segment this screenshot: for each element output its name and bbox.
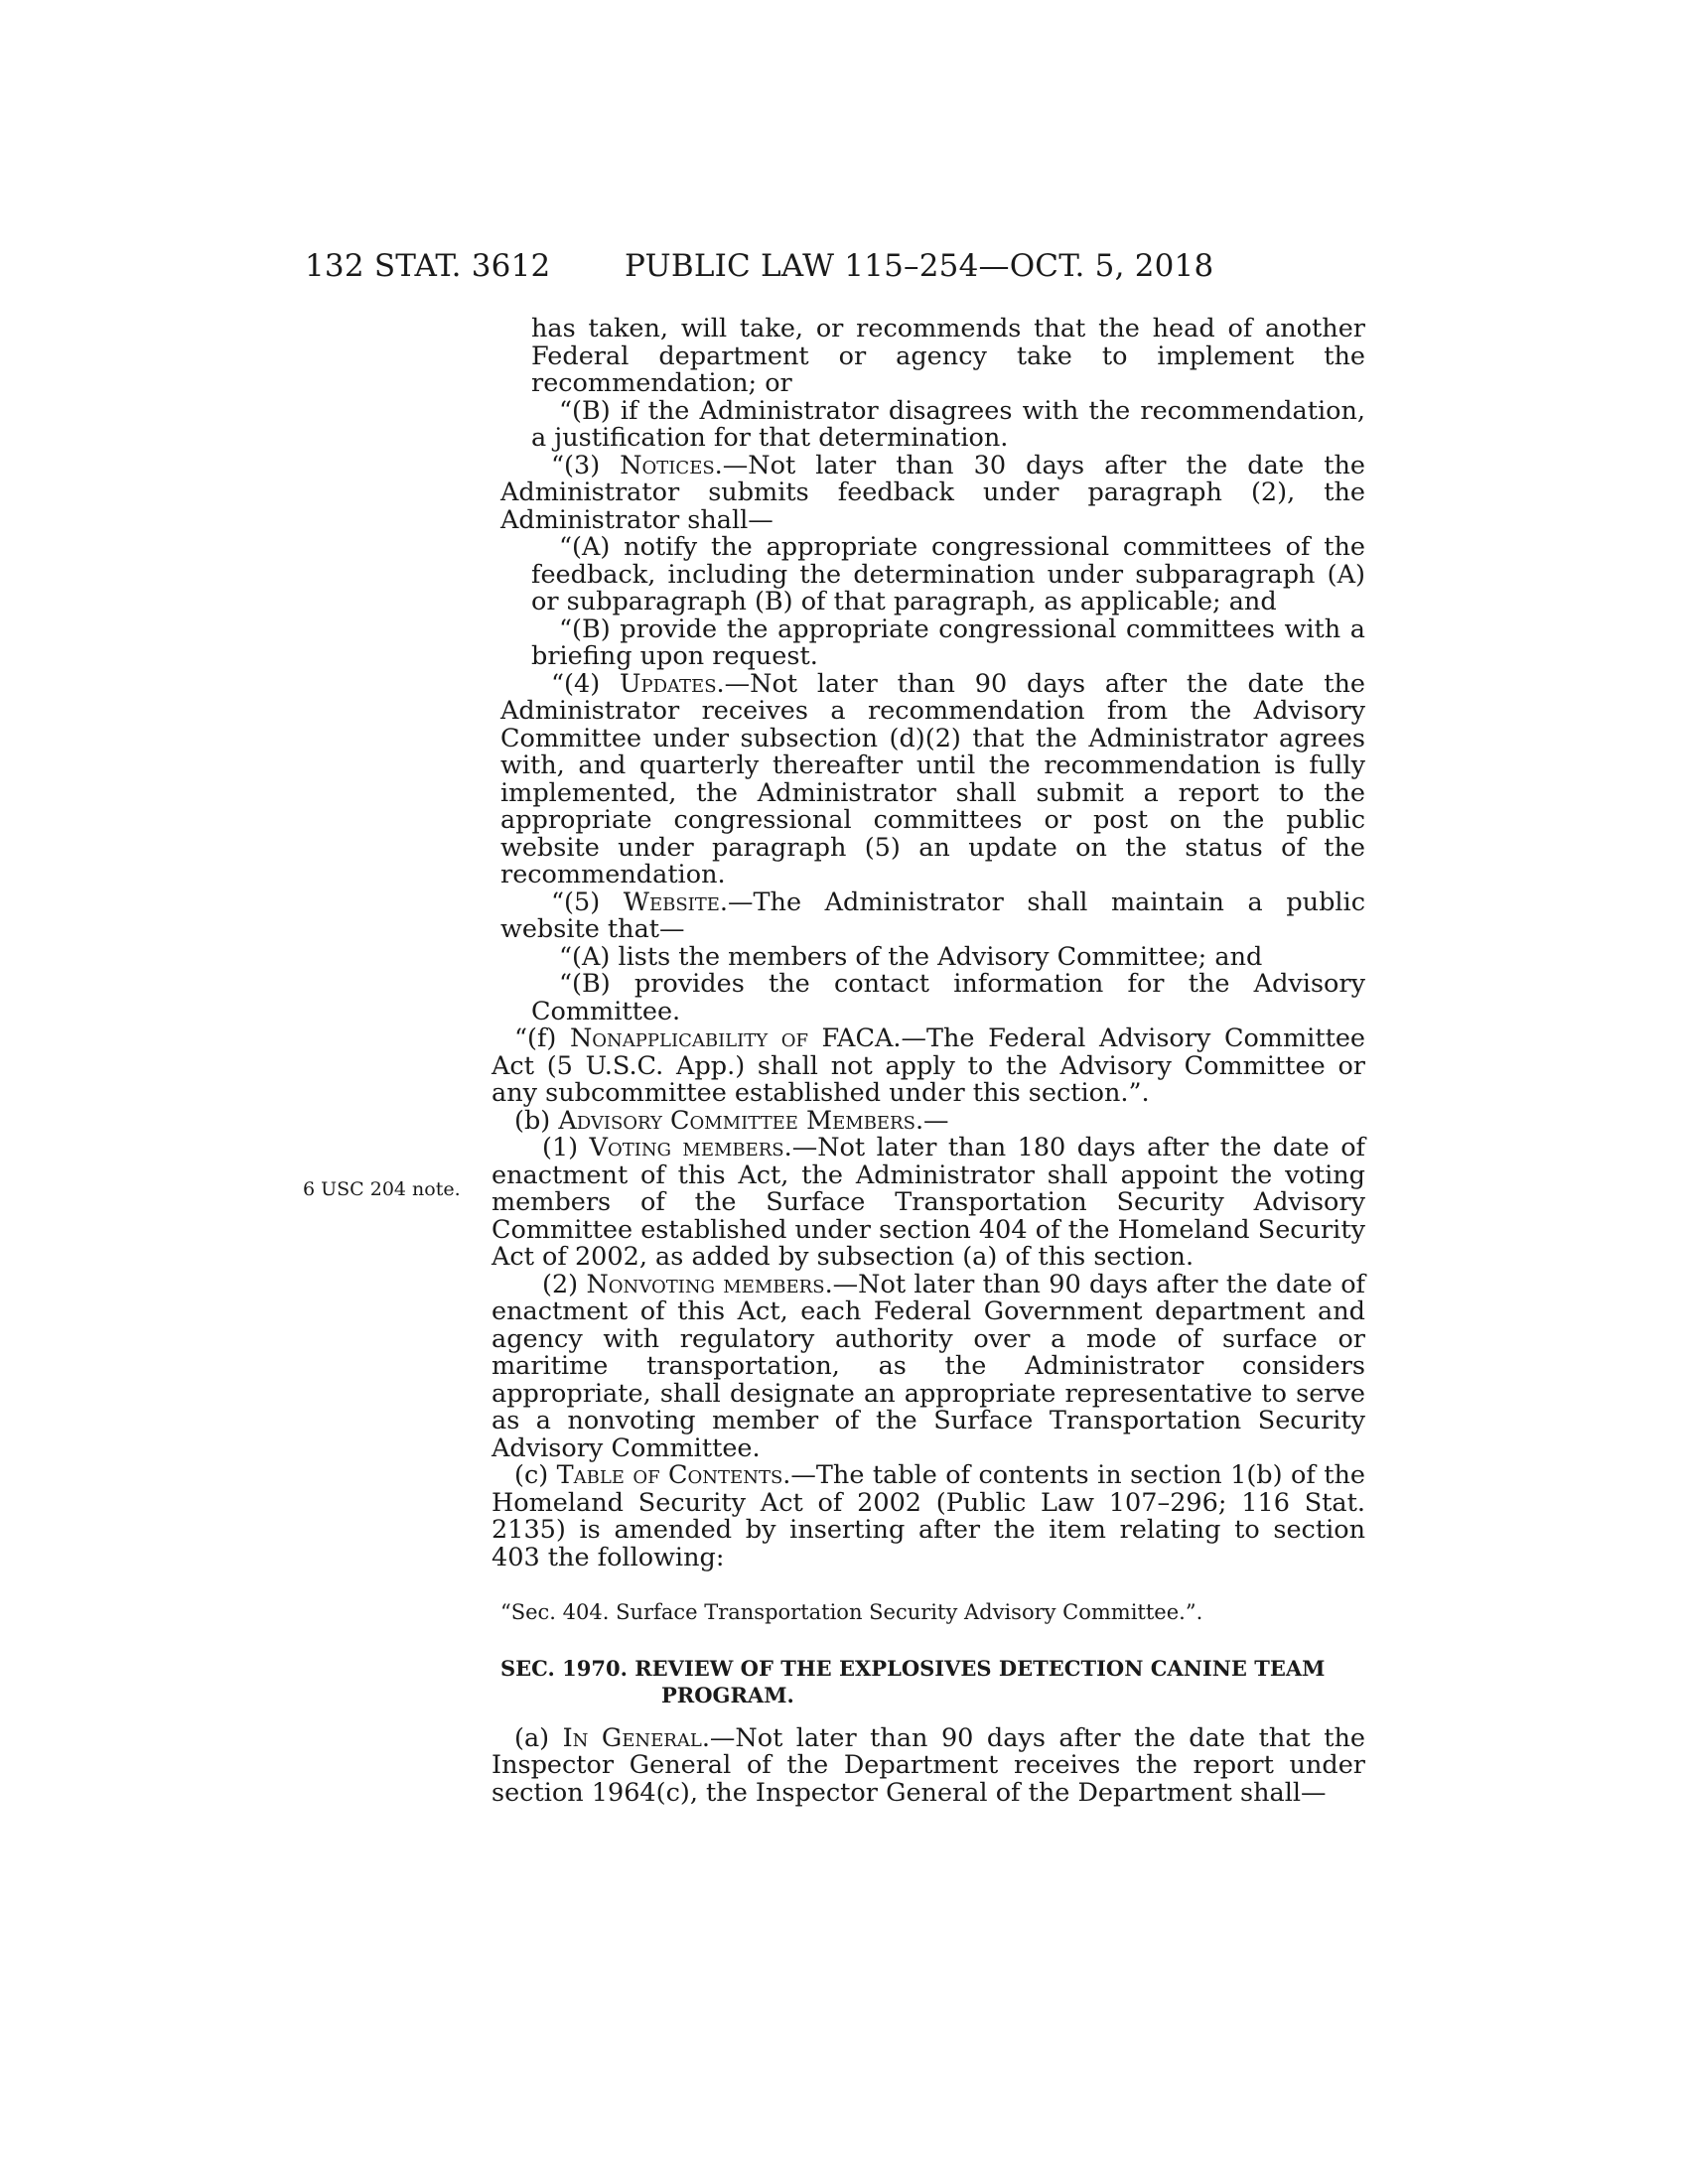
paragraph: “(4) Updates.—Not later than 90 days after the date the Administrator receives a recommendation from the Advisory Committee under subsection (d)(2) that the Administrator agrees with, and quarterly thereafter until the recommendation is fully implemented, the Administrator shall submit a report to the appropriate congressional committees or post on the public website under paragraph (5) an update on the status of the recommendation.	[500, 668, 1365, 889]
document-body	[0, 316, 1688, 1807]
stat-reference: 132 STAT. 3612	[305, 248, 551, 284]
paragraph: (a) In General.—Not later than 90 days after the date that the Inspector General of the Department receives the report under section 1964(c), the Inspector General of the Department shall—	[492, 1722, 1365, 1808]
paragraph: “(A) notify the appropriate congressional committees of the feedback, including the determination under subparagraph (A) or subparagraph (B) of that paragraph, as applicable; and	[531, 532, 1365, 616]
section-heading: SEC. 1970. REVIEW OF THE EXPLOSIVES DETECTION CANINE TEAM PROGRAM.	[500, 1655, 1326, 1707]
table-of-contents-item: “Sec. 404. Surface Transportation Security Advisory Committee.”.	[500, 1600, 1203, 1624]
paragraph: “(f) Nonapplicability of FACA.—The Federal Advisory Committee Act (5 U.S.C. App.) shall not apply to the Advisory Committee or any subcommittee established under this section.”.	[492, 1024, 1365, 1108]
paragraph: “(A) lists the members of the Advisory Committee; and	[559, 941, 1263, 972]
paragraph: “(B) provides the contact information for the Advisory Committee.	[531, 969, 1365, 1026]
paragraph: “(3) Notices.—Not later than 30 days after the date the Administrator submits feedback under paragraph (2), the Administrator shall—	[500, 450, 1365, 535]
paragraph: (1) Voting members.—Not later than 180 days after the date of enactment of this Act, the Administrator shall appoint the voting members of the Surface Transportation Security Advisory Committee established under section 404 of the Homeland Security Act of 2002, as added by subsection (a) of this section.	[492, 1133, 1365, 1272]
paragraph: (c) Table of Contents.—The table of contents in section 1(b) of the Homeland Security Act of 2002 (Public Law 107–296; 116 Stat. 2135) is amended by inserting after the item relating to section 403 the following:	[492, 1460, 1365, 1572]
margin-note: 6 USC 204 note.	[303, 1178, 461, 1200]
paragraph: (b) Advisory Committee Members.—	[514, 1105, 949, 1136]
paragraph: “(B) if the Administrator disagrees with the recommendation, a justification for that determination.	[531, 395, 1365, 453]
paragraph: (2) Nonvoting members.—Not later than 90 days after the date of enactment of this Act, each Federal Government department and agency with regulatory authority over a mode of surface or maritime transportation, as the Administrator considers appropriate, shall designate an appropriate representative to serve as a nonvoting member of the Surface Transportation Security Advisory Committee.	[492, 1269, 1365, 1463]
page-header-title: PUBLIC LAW 115–254—OCT. 5, 2018	[625, 248, 1214, 284]
paragraph: has taken, will take, or recommends that the head of another Federal department or agency take to implement the recommendation; or	[531, 314, 1365, 398]
paragraph: “(5) Website.—The Administrator shall maintain a public website that—	[500, 887, 1365, 944]
paragraph: “(B) provide the appropriate congressional committees with a briefing upon request.	[531, 614, 1365, 671]
